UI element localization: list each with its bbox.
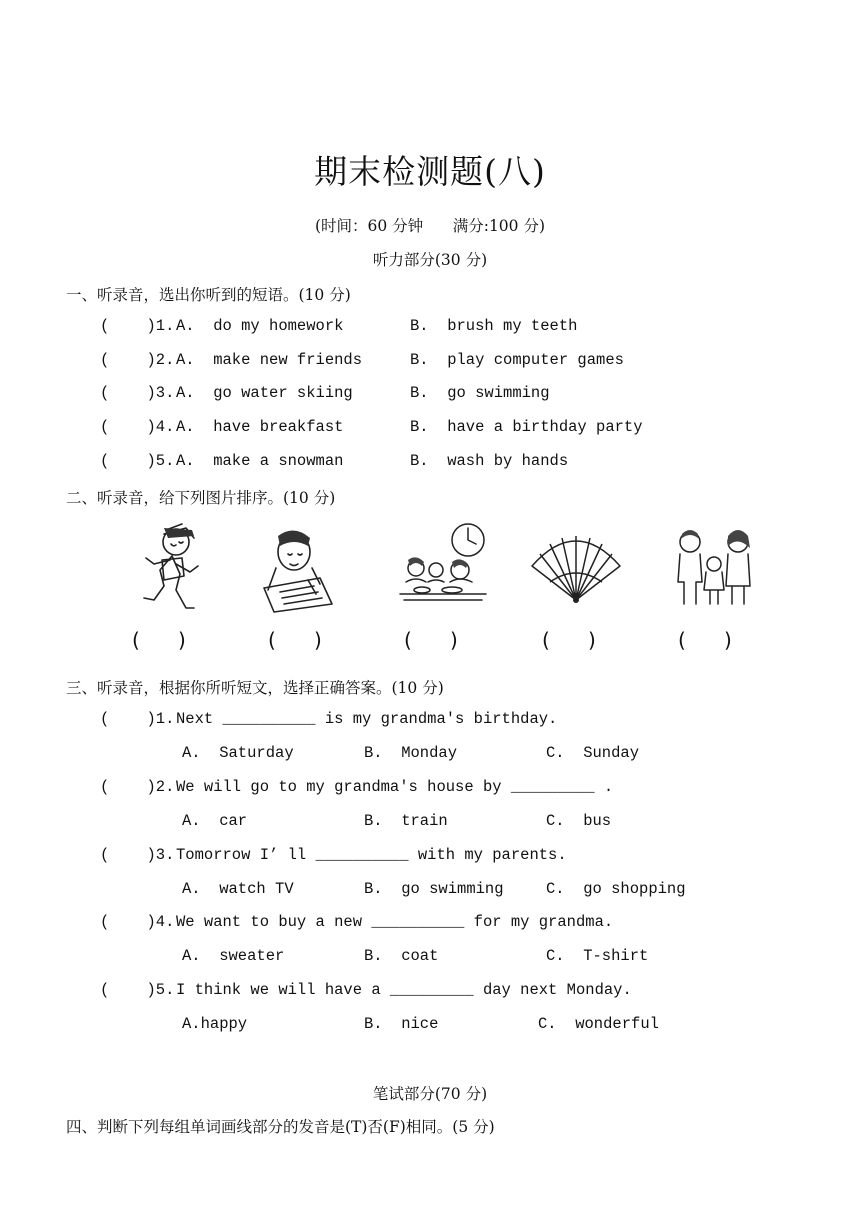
s3-item-1-question: Next __________ is my grandma's birthday. bbox=[176, 710, 558, 728]
writing-part-heading: 笔试部分(70 分) bbox=[372, 1085, 488, 1103]
exam-meta: (时间：60 分钟 满分:100 分) bbox=[314, 217, 546, 235]
s3-item-5-option-c: C. wonderful bbox=[538, 1015, 659, 1033]
s1-item-3-option-a: A. go water skiing bbox=[176, 384, 353, 402]
s1-item-2-number[interactable]: ( )2. bbox=[100, 351, 175, 369]
s3-item-2-option-b: B. train bbox=[364, 812, 448, 830]
s1-item-4-number[interactable]: ( )4. bbox=[100, 418, 175, 436]
family-breakfast-clock-icon bbox=[396, 520, 490, 610]
s3-item-5-number[interactable]: ( )5. bbox=[100, 981, 175, 999]
s3-item-1-option-a: A. Saturday bbox=[182, 744, 294, 762]
page-title: 期末检测题(八) bbox=[314, 152, 546, 191]
s3-item-1-option-c: C. Sunday bbox=[546, 744, 640, 762]
s3-item-2-number[interactable]: ( )2. bbox=[100, 778, 175, 796]
s3-item-3-option-a: A. watch TV bbox=[182, 880, 294, 898]
section-4-heading: 四、判断下列每组单词画线部分的发音是(T)否(F)相同。(5 分) bbox=[66, 1118, 495, 1136]
family-portrait-icon bbox=[670, 526, 760, 608]
s3-item-3-question: Tomorrow I’ ll __________ with my parents. bbox=[176, 846, 567, 864]
writing-boy-icon bbox=[250, 524, 340, 614]
section-1-heading: 一、听录音，选出你听到的短语。(10 分) bbox=[66, 286, 351, 304]
s1-item-3-number[interactable]: ( )3. bbox=[100, 384, 175, 402]
s3-item-4-option-c: C. T-shirt bbox=[546, 947, 649, 965]
s3-item-5-option-a: A.happy bbox=[182, 1015, 248, 1033]
s3-item-2-option-c: C. bus bbox=[546, 812, 612, 830]
picture-5-answer-box[interactable]: ( ) bbox=[678, 628, 732, 652]
folding-fan-icon bbox=[528, 522, 624, 606]
s1-item-5-number[interactable]: ( )5. bbox=[100, 452, 175, 470]
s3-item-5-option-b: B. nice bbox=[364, 1015, 439, 1033]
s3-item-3-number[interactable]: ( )3. bbox=[100, 846, 175, 864]
picture-2-answer-box[interactable]: ( ) bbox=[268, 628, 322, 652]
running-boy-icon bbox=[124, 520, 210, 616]
s1-item-1-number[interactable]: ( )1. bbox=[100, 317, 175, 335]
s3-item-3-option-c: C. go shopping bbox=[546, 880, 686, 898]
section-2-heading: 二、听录音，给下列图片排序。(10 分) bbox=[66, 489, 336, 507]
s3-item-4-option-a: A. sweater bbox=[182, 947, 285, 965]
listening-part-heading: 听力部分(30 分) bbox=[372, 251, 488, 269]
picture-1-answer-box[interactable]: ( ) bbox=[132, 628, 186, 652]
s3-item-2-question: We will go to my grandma's house by _________ . bbox=[176, 778, 614, 796]
s3-item-3-option-b: B. go swimming bbox=[364, 880, 504, 898]
s3-item-4-question: We want to buy a new __________ for my grandma. bbox=[176, 913, 614, 931]
section-3-heading: 三、听录音，根据你所听短文，选择正确答案。(10 分) bbox=[66, 679, 444, 697]
picture-4-answer-box[interactable]: ( ) bbox=[542, 628, 596, 652]
s1-item-5-option-b: B. wash by hands bbox=[410, 452, 569, 470]
s3-item-5-question: I think we will have a _________ day next Monday. bbox=[176, 981, 632, 999]
s1-item-2-option-a: A. make new friends bbox=[176, 351, 363, 369]
s1-item-4-option-a: A. have breakfast bbox=[176, 418, 344, 436]
s3-item-1-option-b: B. Monday bbox=[364, 744, 458, 762]
s3-item-4-option-b: B. coat bbox=[364, 947, 439, 965]
s3-item-2-option-a: A. car bbox=[182, 812, 248, 830]
s1-item-4-option-b: B. have a birthday party bbox=[410, 418, 643, 436]
s3-item-1-number[interactable]: ( )1. bbox=[100, 710, 175, 728]
s1-item-1-option-b: B. brush my teeth bbox=[410, 317, 578, 335]
s1-item-3-option-b: B. go swimming bbox=[410, 384, 550, 402]
picture-3-answer-box[interactable]: ( ) bbox=[404, 628, 458, 652]
s1-item-1-option-a: A. do my homework bbox=[176, 317, 344, 335]
s3-item-4-number[interactable]: ( )4. bbox=[100, 913, 175, 931]
s1-item-2-option-b: B. play computer games bbox=[410, 351, 624, 369]
s1-item-5-option-a: A. make a snowman bbox=[176, 452, 344, 470]
